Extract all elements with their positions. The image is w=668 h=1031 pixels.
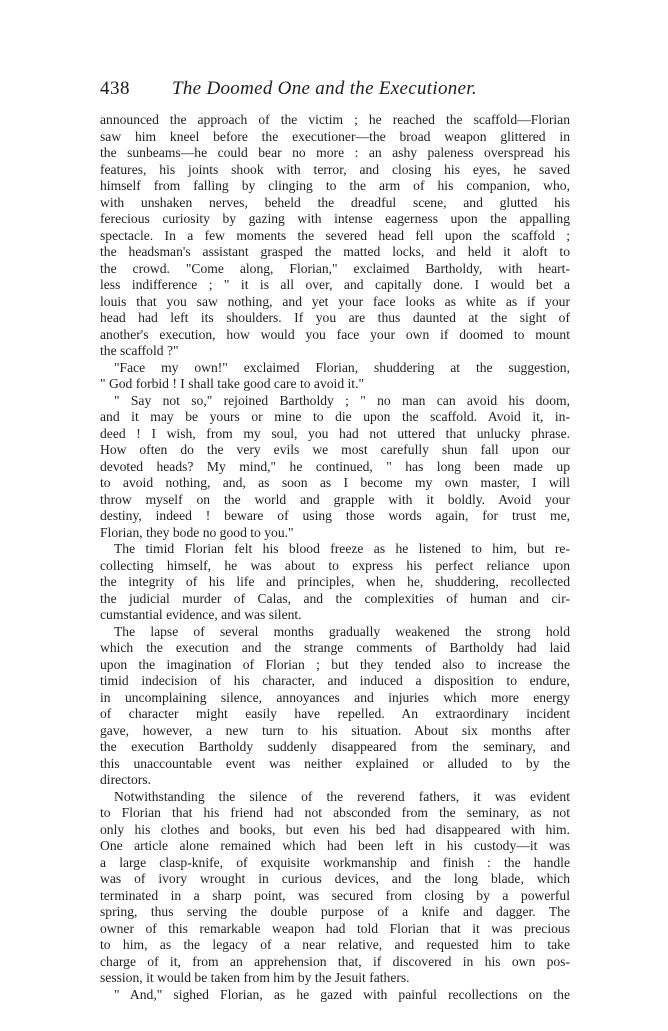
text-line: Notwithstanding the silence of the reverend fathers, it was evident: [114, 788, 570, 804]
text-line: terminated in a sharp point, was secured from closing by a powerful: [100, 887, 570, 903]
text-line: the headsman's assistant grasped the matted locks, and held it aloft to: [100, 244, 570, 259]
text-line: collecting himself, he was about to express his perfect reliance upon: [100, 557, 570, 573]
text-line: with unshaken nerves, beheld the dreadful scene, and glutted his: [100, 194, 570, 210]
text-line: devoted heads? My mind," he continued, " has long been made up: [100, 458, 570, 474]
text-line: " God forbid ! I shall take good care to avoid it.": [100, 376, 365, 391]
text-line: saw him kneel before the executioner—the broad weapon glittered in: [100, 128, 570, 144]
text-line: throw myself on the world and grapple with it boldly. Avoid your: [100, 491, 570, 507]
text-line: How often do the very evils we most carefully shun fall upon our: [100, 442, 570, 457]
text-line: of character might easily have repelled. An extraordinary incident: [100, 706, 570, 721]
text-line: spectacle. In a few moments the severed head fell upon the scaffold ;: [100, 227, 570, 243]
text-line: the scaffold ?": [100, 343, 179, 358]
text-line: a large clasp-knife, of exquisite workmanship and finish : the handle: [100, 854, 570, 870]
running-title: The Doomed One and the Executioner.: [172, 78, 477, 99]
text-line: One article alone remained which had been left in his custody—it was: [100, 838, 570, 853]
text-line: the integrity of his life and principles, when he, shuddering, recollected: [100, 574, 570, 589]
text-line: head had left its shoulders. If you are thus daunted at the sight of: [100, 310, 570, 325]
text-line: only his clothes and books, but even his bed had disappeared with him.: [100, 821, 570, 837]
text-line: upon the imagination of Florian ; but they tended also to increase the: [100, 656, 570, 672]
text-line: and it may be yours or mine to die upon the scaffold. Avoid it, in-: [100, 409, 570, 424]
book-page: [100, 78, 570, 1003]
text-line: The timid Florian felt his blood freeze as he listened to him, but re-: [114, 541, 570, 556]
text-line: the execution Bartholdy suddenly disappeared from the seminary, and: [100, 739, 570, 754]
text-line: to him, as the legacy of a near relative, and requested him to take: [100, 937, 570, 952]
running-head: [100, 78, 570, 102]
text-line: " And," sighed Florian, as he gazed with painful recollections on the: [114, 986, 570, 1002]
text-line: session, it would be taken from him by the Jesuit fathers.: [100, 970, 410, 985]
text-line: this unaccountable event was neither explained or alluded to by the: [100, 755, 570, 771]
text-line: " Say not so," rejoined Bartholdy ; " no man can avoid his doom,: [114, 392, 570, 408]
text-line: himself from falling by clinging to the arm of his companion, who,: [100, 178, 570, 193]
text-line: the sunbeams—he could bear no more : an ashy paleness overspread his: [100, 145, 570, 160]
text-line: owner of this remarkable weapon had told Florian that it was precious: [100, 920, 570, 936]
text-line: destiny, indeed ! beware of using those words again, for trust me,: [100, 508, 570, 523]
text-line: less indifference ; " it is all over, and capitally done. I would bet a: [100, 277, 570, 292]
text-line: to Florian that his friend had not absconded from the seminary, as not: [100, 805, 570, 820]
page-number: 438: [100, 78, 130, 99]
text-line: was of ivory wrought in curious devices, and the long blade, which: [100, 871, 570, 886]
text-line: timid indecision of his character, and induced a disposition to endure,: [100, 673, 570, 688]
text-line: directors.: [100, 772, 151, 787]
text-line: announced the approach of the victim ; he reached the scaffold—Florian: [100, 112, 570, 127]
body-text: [100, 112, 570, 1003]
text-line: in uncomplaining silence, annoyances and injuries which more energy: [100, 689, 570, 705]
text-line: "Face my own!" exclaimed Florian, shuddering at the suggestion,: [114, 359, 570, 375]
text-line: gave, however, a new turn to his situation. About six months after: [100, 722, 570, 738]
text-line: Florian, they bode no good to you.": [100, 524, 294, 540]
text-line: deed ! I wish, from my soul, you had not uttered that unlucky phrase.: [100, 425, 570, 441]
text-line: features, his joints shook with terror, and closing his eyes, he saved: [100, 161, 570, 177]
text-line: The lapse of several months gradually weakened the strong hold: [114, 623, 570, 639]
text-line: the judicial murder of Calas, and the complexities of human and cir-: [100, 590, 570, 606]
text-line: ferecious curiosity by gazing with intense eagerness upon the appalling: [100, 211, 570, 226]
text-line: which the execution and the strange comments of Bartholdy had laid: [100, 640, 570, 655]
text-line: spring, thus serving the double purpose of a knife and dagger. The: [100, 904, 570, 919]
text-line: cumstantial evidence, and was silent.: [100, 607, 302, 622]
text-line: to avoid nothing, and, as soon as I become my own master, I will: [100, 475, 570, 490]
text-line: louis that you saw nothing, and yet your face looks as white as if your: [100, 293, 570, 309]
text-line: charge of it, from an apprehension that, if discovered in his own pos-: [100, 953, 570, 969]
text-line: another's execution, how would you face your own if doomed to mount: [100, 326, 570, 342]
text-line: the crowd. "Come along, Florian," exclaimed Bartholdy, with heart-: [100, 260, 570, 276]
